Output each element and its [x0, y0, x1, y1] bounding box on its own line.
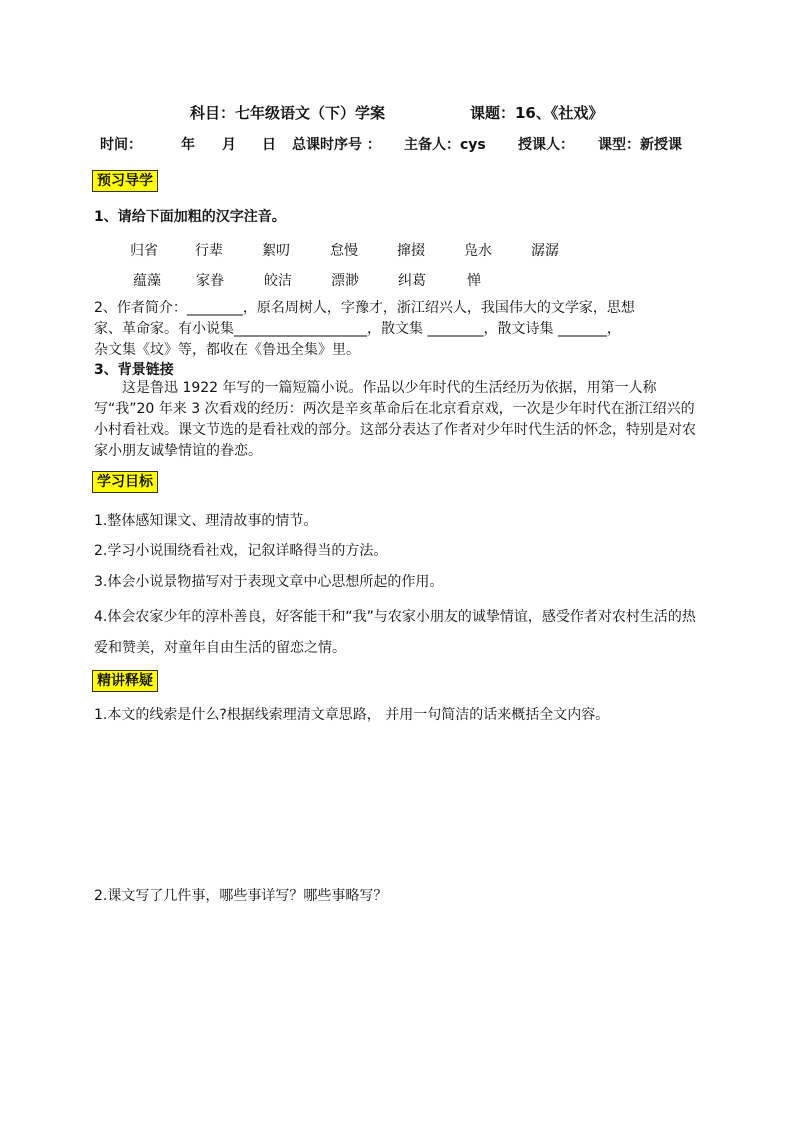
word-item: 漂渺: [331, 273, 359, 289]
goal-item: 2.学习小说围绕看社戏，记叙详略得当的方法。: [94, 543, 388, 559]
background-paragraph: 这是鲁迅 1922 年写的一篇短篇小说。作品以少年时代的生活经历为依据，用第一人称写“我”20 年来 3 次看戏的经历：两次是辛亥革命后在北京看京戏，一次是少年时代在浙江绍兴的小村看社戏。课文节选的是看社戏的部分。这部分表达了作者对少年时代生活的怀念，特别是对农家小朋友诚挚情谊的眷恋。: [94, 380, 696, 459]
author-intro-line-3: 杂文集《坟》等，都收在《鲁迅全集》里。: [94, 342, 360, 358]
preparer-label: 主备人：cys: [404, 137, 486, 153]
author-intro-line-1: 2、作者简介：________，原名周树人，字豫才，浙江绍兴人，我国伟大的文学家，思想: [94, 300, 635, 316]
lesson-seq-label: 总课时序号 ：: [292, 137, 381, 153]
word-item: 纠葛: [398, 273, 426, 289]
goal-item: 4.体会农家少年的淳朴善良，好客能干和“我”与农家小朋友的诚挚情谊，感受作者对农村生活的热爱和赞美，对童年自由生活的留恋之情。: [94, 609, 696, 656]
word-item: 凫水: [464, 243, 492, 259]
word-item: 行辈: [195, 243, 223, 259]
word-item: 家眷: [196, 273, 224, 289]
background-heading: 3、背景链接: [94, 362, 174, 378]
subject-title: 科目：七年级语文（下）学案: [190, 104, 386, 122]
topic-title: 课题：16、《社戏》: [470, 104, 604, 122]
explain-question-2: 2.课文写了几件事，哪些事详写？哪些事略写？: [94, 888, 388, 904]
preview-heading: 预习导学: [92, 170, 158, 192]
day-label: 日: [262, 137, 276, 153]
word-item: 潺潺: [531, 243, 559, 259]
goals-heading: 学习目标: [92, 471, 158, 493]
lesson-type-label: 课型：新授课: [598, 137, 682, 153]
goal-item: 3.体会小说景物描写对于表现文章中心思想所起的作用。: [94, 574, 444, 590]
question-1: 1、请给下面加粗的汉字注音。: [94, 209, 286, 225]
word-item: 撺掇: [397, 243, 425, 259]
word-item: 蕴藻: [133, 273, 161, 289]
goal-item: 1.整体感知课文、理清故事的情节。: [94, 513, 318, 529]
month-label: 月: [222, 137, 236, 153]
word-item: 絮叨: [262, 243, 290, 259]
teacher-label: 授课人：: [518, 137, 574, 153]
word-item: 归省: [130, 243, 158, 259]
word-item: 皎洁: [264, 273, 292, 289]
explain-heading: 精讲释疑: [92, 670, 158, 692]
word-item: 惮: [467, 273, 481, 289]
time-label: 时间：: [100, 137, 142, 153]
year-label: 年: [181, 137, 195, 153]
explain-question-1: 1.本文的线索是什么?根据线索理清文章思路， 并用一句简洁的话来概括全文内容。: [94, 707, 610, 723]
author-intro-line-2: 家、革命家。有小说集___________________，散文集 ________，散文诗集 _______，: [94, 321, 621, 337]
word-item: 怠慢: [330, 243, 358, 259]
